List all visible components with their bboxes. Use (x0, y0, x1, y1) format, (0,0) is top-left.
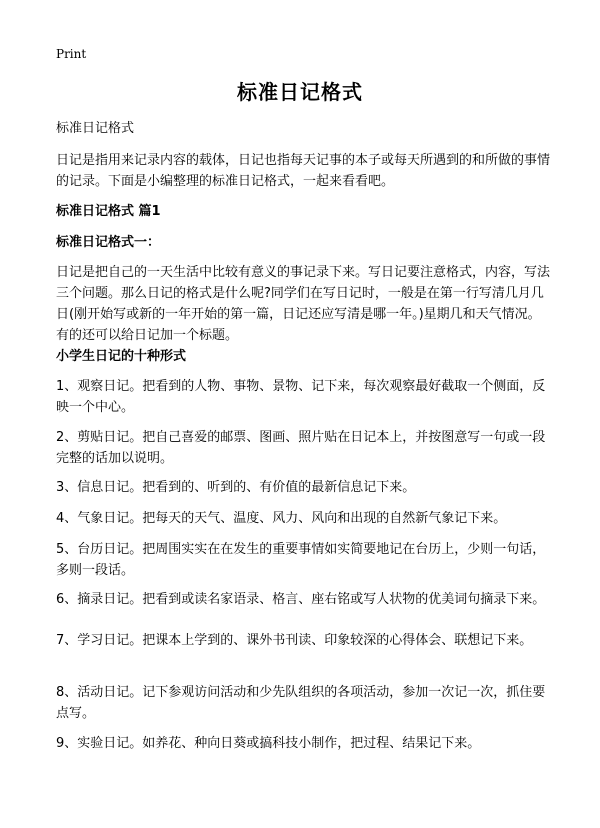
list-item: 2、剪贴日记。把自己喜爱的邮票、图画、照片贴在日记本上，并按图意写一句或一段完整的话加以说明。 (56, 430, 546, 466)
section-heading: 标准日记格式 篇1 (56, 204, 161, 219)
page-title: 标准日记格式 (237, 80, 363, 104)
list-item: 7、学习日记。把课本上学到的、课外书刊读、印象较深的心得体会、联想记下来。 (56, 633, 533, 648)
list-item: 6、摘录日记。把看到或读名家语录、格言、座右铭或写人状物的优美词句摘录下来。 (56, 592, 546, 607)
format-paragraph: 日记是把自己的一天生活中比较有意义的事记录下来。写日记要注意格式，内容，写法三个问题。那么日记的格式是什么呢?同学们在写日记时，一般是在第一行写清几月几日(刚开始写或新的一年开始的第一篇，日记还应写清是哪一年。)星期几和天气情况。有的还可以给日记加一个标题。 (56, 265, 551, 343)
list-item: 3、信息日记。把看到的、听到的、有价值的最新信息记下来。 (56, 480, 416, 495)
list-item: 9、实验日记。如养花、种向日葵或搞科技小制作，把过程、结果记下来。 (56, 736, 481, 751)
intro-paragraph: 日记是指用来记录内容的载体，日记也指每天记事的本子或每天所遇到的和所做的事情的记录。下面是小编整理的标准日记格式，一起来看看吧。 (56, 153, 551, 189)
list-item: 8、活动日记。记下参观访问活动和少先队组织的各项活动，参加一次记一次，抓住要点写。 (56, 685, 546, 721)
list-item: 1、观察日记。把看到的人物、事物、景物、记下来，每次观察最好截取一个侧面，反映一个中心。 (56, 379, 546, 415)
sub-heading: 标准日记格式一： (56, 235, 161, 250)
subtitle: 标准日记格式 (56, 121, 135, 136)
print-label[interactable]: Print (56, 47, 87, 61)
list-item: 4、气象日记。把每天的天气、温度、风力、风向和出现的自然新气象记下来。 (56, 511, 507, 526)
list-item: 5、台历日记。把周围实实在在发生的重要事情如实简要地记在台历上，少则一句话，多则一段话。 (56, 542, 546, 578)
list-heading: 小学生日记的十种形式 (56, 349, 187, 364)
